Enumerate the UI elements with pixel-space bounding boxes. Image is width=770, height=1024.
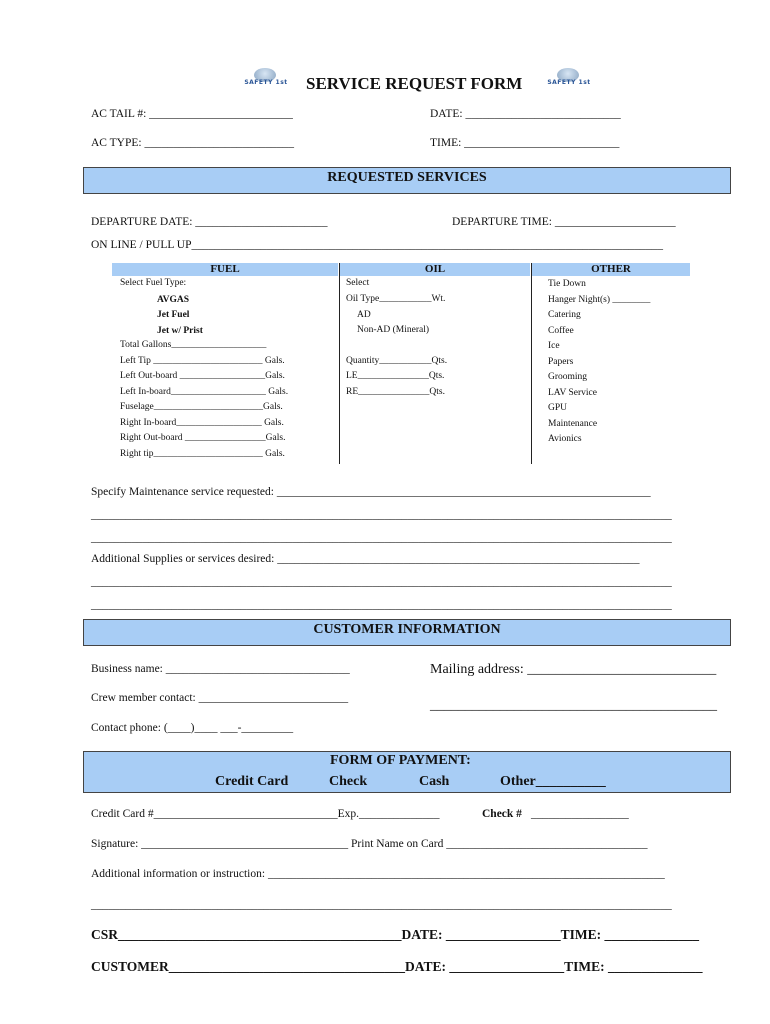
date-field[interactable]: DATE: ___________________________ <box>430 108 621 120</box>
company-logo-right <box>543 68 595 90</box>
payment-option-other[interactable]: Other__________ <box>500 774 606 789</box>
ac-type-field[interactable]: AC TYPE: __________________________ <box>91 137 294 149</box>
departure-date-field[interactable]: DEPARTURE DATE: _______________________ <box>91 216 328 228</box>
maintenance-line-2[interactable]: _____________________________________________________________________________________________________ <box>91 509 672 521</box>
check-number-label: Check # <box>482 808 522 820</box>
fuel-column-header: FUEL <box>112 263 338 276</box>
departure-time-field[interactable]: DEPARTURE TIME: _____________________ <box>452 216 676 228</box>
company-logo-left <box>240 68 292 90</box>
other-avionics[interactable]: Avionics <box>548 434 582 444</box>
fuselage-field[interactable]: Fuselage_______________________Gals. <box>120 402 283 412</box>
payment-option-credit-card[interactable]: Credit Card <box>215 774 289 789</box>
additional-line-3[interactable]: _____________________________________________________________________________________________________ <box>91 599 672 611</box>
time-field[interactable]: TIME: ___________________________ <box>430 137 620 149</box>
right-tip-field[interactable]: Right tip_______________________ Gals. <box>120 449 285 459</box>
left-inboard-field[interactable]: Left In-board____________________ Gals. <box>120 387 289 397</box>
crew-contact-field[interactable]: Crew member contact: __________________________ <box>91 692 349 704</box>
oil-column-header: OIL <box>340 263 530 276</box>
additional-instructions-field[interactable]: Additional information or instruction: _____________________________________________________________________ <box>91 868 665 880</box>
fuel-select-label: Select Fuel Type: <box>120 278 187 288</box>
customer-signature-field[interactable]: CUSTOMER___________________________________DATE: _________________TIME: ______________ <box>91 959 703 974</box>
other-ice[interactable]: Ice <box>548 341 560 351</box>
signature-field[interactable]: Signature: ____________________________________ Print Name on Card ___________________________________ <box>91 838 648 850</box>
other-tie-down[interactable]: Tie Down <box>548 279 586 289</box>
fuel-type-jet-prist[interactable]: Jet w/ Prist <box>157 326 203 336</box>
oil-re-field[interactable]: RE_______________Qts. <box>346 387 445 397</box>
credit-card-number-field[interactable]: Credit Card #________________________________Exp.______________ <box>91 808 440 820</box>
mailing-address-field[interactable]: Mailing address: ___________________________ <box>430 662 717 677</box>
other-column-header: OTHER <box>532 263 690 276</box>
payment-option-cash[interactable]: Cash <box>419 774 450 789</box>
right-inboard-field[interactable]: Right In-board__________________ Gals. <box>120 418 284 428</box>
other-gpu[interactable]: GPU <box>548 403 568 413</box>
oil-quantity-field[interactable]: Quantity___________Qts. <box>346 356 448 366</box>
requested-services-banner <box>83 167 731 194</box>
payment-option-check[interactable]: Check <box>329 774 368 789</box>
business-name-field[interactable]: Business name: ________________________________ <box>91 663 350 675</box>
oil-select-label: Select <box>346 278 370 288</box>
mailing-address-line-2[interactable]: _________________________________________ <box>430 698 717 713</box>
oil-non-ad-option[interactable]: Non-AD (Mineral) <box>357 325 430 335</box>
left-outboard-field[interactable]: Left Out-board __________________Gals. <box>120 371 285 381</box>
form-of-payment-banner <box>83 751 731 793</box>
oil-le-field[interactable]: LE_______________Qts. <box>346 371 445 381</box>
other-catering[interactable]: Catering <box>548 310 581 320</box>
oil-ad-option[interactable]: AD <box>357 310 371 320</box>
other-coffee[interactable]: Coffee <box>548 326 574 336</box>
additional-line-2[interactable]: _____________________________________________________________________________________________________ <box>91 576 672 588</box>
check-number-field[interactable]: _________________ <box>531 808 629 820</box>
customer-information-heading: CUSTOMER INFORMATION <box>313 622 501 637</box>
column-divider <box>531 263 532 464</box>
oil-type-field[interactable]: Oil Type___________Wt. <box>346 294 446 304</box>
total-gallons-field[interactable]: Total Gallons____________________ <box>120 340 267 350</box>
logo-text: SAFETY 1st <box>547 79 591 86</box>
logo-text: SAFETY 1st <box>244 79 288 86</box>
customer-information-banner <box>83 619 731 646</box>
other-grooming[interactable]: Grooming <box>548 372 588 382</box>
other-papers[interactable]: Papers <box>548 357 574 367</box>
online-pullup-field[interactable]: ON LINE / PULL UP__________________________________________________________________________________ <box>91 239 664 251</box>
ac-tail-field[interactable]: AC TAIL #: _________________________ <box>91 108 293 120</box>
csr-signature-field[interactable]: CSR__________________________________________DATE: _________________TIME: ______________ <box>91 927 700 942</box>
additional-supplies-field[interactable]: Additional Supplies or services desired: _______________________________________________________________ <box>91 553 640 565</box>
left-tip-field[interactable]: Left Tip _______________________ Gals. <box>120 356 285 366</box>
other-lav-service[interactable]: LAV Service <box>548 388 597 398</box>
form-title: SERVICE REQUEST FORM <box>306 74 523 93</box>
other-hanger-nights[interactable]: Hanger Night(s) ________ <box>548 295 651 305</box>
column-divider <box>339 263 340 464</box>
contact-phone-field[interactable]: Contact phone: (____)____ ___-_________ <box>91 722 294 734</box>
form-of-payment-heading: FORM OF PAYMENT: <box>330 753 471 768</box>
right-outboard-field[interactable]: Right Out-board _________________Gals. <box>120 433 286 443</box>
fuel-type-avgas[interactable]: AVGAS <box>157 295 190 305</box>
other-maintenance[interactable]: Maintenance <box>548 419 598 429</box>
additional-instructions-line-2[interactable]: _____________________________________________________________________________________________________ <box>91 899 672 911</box>
fuel-type-jet[interactable]: Jet Fuel <box>157 310 190 320</box>
maintenance-line-3[interactable]: _____________________________________________________________________________________________________ <box>91 532 672 544</box>
requested-services-heading: REQUESTED SERVICES <box>327 170 487 185</box>
maintenance-request-field[interactable]: Specify Maintenance service requested: _________________________________________________________________ <box>91 486 651 498</box>
